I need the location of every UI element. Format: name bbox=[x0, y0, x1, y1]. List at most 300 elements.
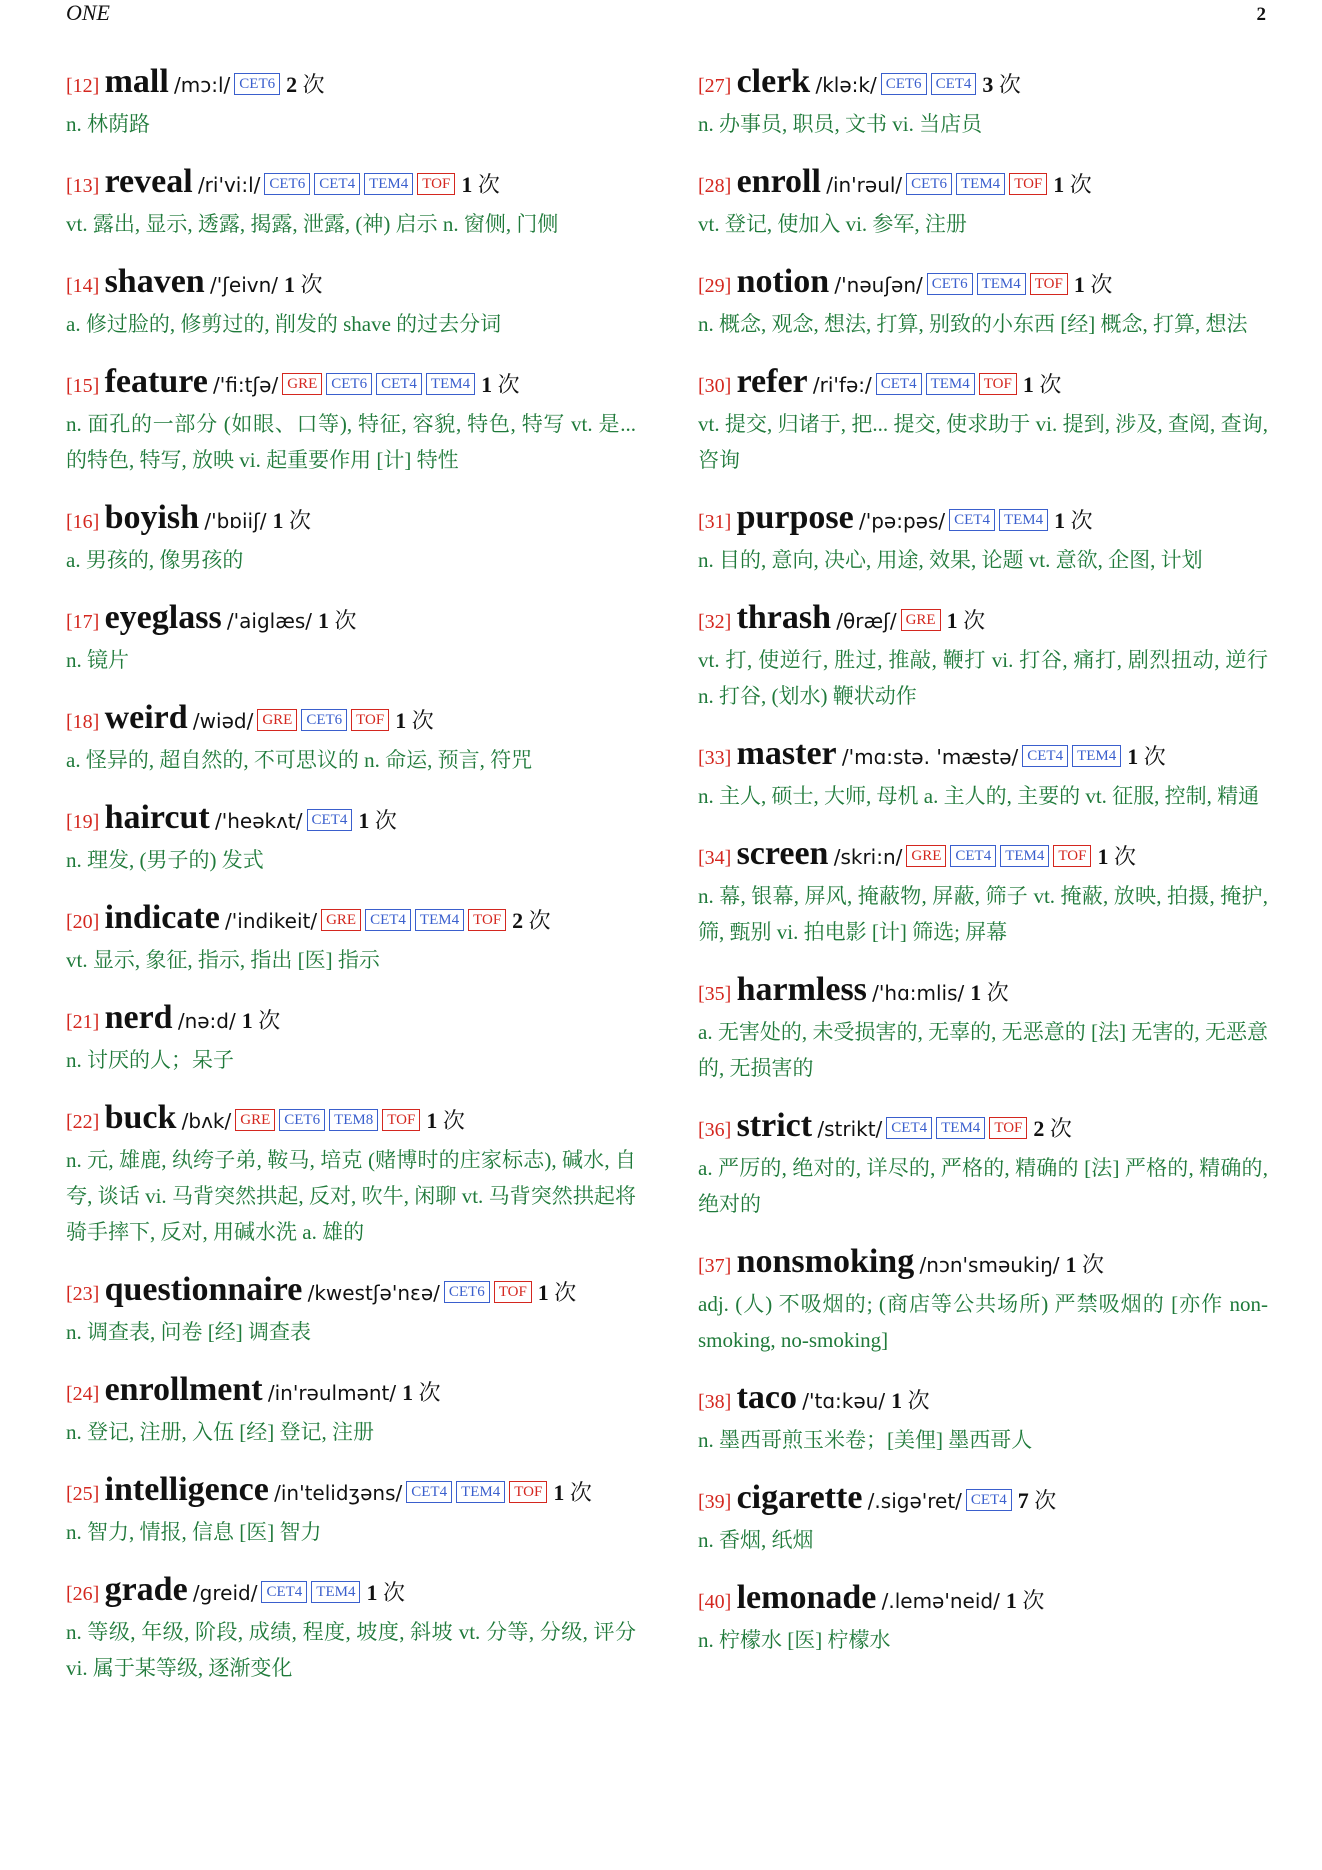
exam-tag: TOF bbox=[1053, 845, 1091, 867]
entry-definition: n. 智力, 情报, 信息 [医] 智力 bbox=[66, 1520, 322, 1544]
exam-tag: TOF bbox=[468, 909, 506, 931]
entry-number: [27] bbox=[698, 75, 732, 97]
entry-word: mall bbox=[104, 63, 169, 100]
entry-definition: a. 男孩的, 像男孩的 bbox=[66, 548, 244, 572]
entry-headline bbox=[698, 1578, 1268, 1622]
frequency-count bbox=[1018, 1488, 1057, 1513]
exam-tag: CET6 bbox=[444, 1281, 490, 1303]
count-suffix: 次 bbox=[1049, 1116, 1072, 1141]
entry-word: intelligence bbox=[104, 1471, 269, 1508]
entry-number: [16] bbox=[66, 511, 100, 533]
count-number: 1 bbox=[1073, 272, 1085, 297]
exam-tag: TEM4 bbox=[1072, 745, 1121, 767]
entry-number: [37] bbox=[698, 1255, 732, 1277]
entry-word: buck bbox=[104, 1099, 177, 1136]
entry-phonetic: /θræʃ/ bbox=[836, 609, 897, 633]
entry-phonetic: /'nəuʃən/ bbox=[834, 273, 923, 297]
count-number: 1 bbox=[1054, 508, 1066, 533]
entry-word: nerd bbox=[104, 999, 173, 1036]
entry-phonetic: /in'rəul/ bbox=[826, 173, 903, 197]
entry-number: [20] bbox=[66, 911, 100, 933]
entry-headline bbox=[66, 62, 636, 106]
count-suffix: 次 bbox=[300, 272, 323, 297]
entry-phonetic: /'pə:pəs/ bbox=[858, 509, 946, 533]
count-suffix: 次 bbox=[497, 372, 520, 397]
frequency-count bbox=[1127, 744, 1166, 769]
count-number: 1 bbox=[1022, 372, 1034, 397]
entry-headline bbox=[66, 1270, 636, 1314]
entry-number: [24] bbox=[66, 1383, 100, 1405]
exam-tag: TEM4 bbox=[456, 1481, 505, 1503]
entry-phonetic: /'bɒiiʃ/ bbox=[204, 509, 267, 533]
entry-headline bbox=[698, 1242, 1268, 1286]
exam-tag: CET4 bbox=[365, 909, 411, 931]
entry-phonetic: /in'telidʒəns/ bbox=[274, 1481, 403, 1505]
entry-headline bbox=[698, 598, 1268, 642]
vocab-entry bbox=[698, 362, 1268, 478]
count-suffix: 次 bbox=[1143, 744, 1166, 769]
count-number: 1 bbox=[1005, 1588, 1017, 1613]
exam-tag: TEM4 bbox=[926, 373, 975, 395]
count-suffix: 次 bbox=[258, 1008, 281, 1033]
entry-definition: n. 林荫路 bbox=[66, 112, 150, 136]
entry-headline bbox=[698, 834, 1268, 878]
exam-tag: TEM4 bbox=[415, 909, 464, 931]
entry-number: [35] bbox=[698, 983, 732, 1005]
entry-number: [18] bbox=[66, 711, 100, 733]
entry-number: [39] bbox=[698, 1491, 732, 1513]
left-column bbox=[66, 62, 636, 1706]
count-suffix: 次 bbox=[418, 1380, 441, 1405]
entry-headline bbox=[66, 1470, 636, 1514]
entry-phonetic: /skri:n/ bbox=[833, 845, 903, 869]
count-number: 1 bbox=[358, 808, 370, 833]
header-title: ONE bbox=[66, 0, 110, 25]
entry-number: [30] bbox=[698, 375, 732, 397]
exam-tag: TEM4 bbox=[364, 173, 413, 195]
entry-definition: n. 办事员, 职员, 文书 vi. 当店员 bbox=[698, 112, 983, 136]
entry-phonetic: /mɔ:l/ bbox=[174, 73, 231, 97]
entry-word: lemonade bbox=[736, 1579, 877, 1616]
entry-definition: n. 幕, 银幕, 屏风, 掩蔽物, 屏蔽, 筛子 vt. 掩蔽, 放映, 拍摄, 掩护, 筛, 甄别 vi. 拍电影 [计] 筛选; 屏幕 bbox=[698, 884, 1268, 944]
entry-headline bbox=[698, 362, 1268, 406]
frequency-count bbox=[273, 508, 312, 533]
entry-word: haircut bbox=[104, 799, 210, 836]
exam-tag: TOF bbox=[351, 709, 389, 731]
entry-headline bbox=[66, 262, 636, 306]
entry-number: [31] bbox=[698, 511, 732, 533]
count-number: 3 bbox=[982, 72, 994, 97]
entry-headline bbox=[698, 1378, 1268, 1422]
vocab-entry bbox=[698, 1106, 1268, 1222]
entry-headline bbox=[66, 798, 636, 842]
entry-headline bbox=[698, 262, 1268, 306]
entry-word: weird bbox=[104, 699, 188, 736]
entry-headline bbox=[66, 598, 636, 642]
vocab-entry bbox=[698, 734, 1268, 814]
frequency-count bbox=[366, 1580, 405, 1605]
exam-tag: GRE bbox=[282, 373, 322, 395]
entry-headline bbox=[698, 970, 1268, 1014]
count-suffix: 次 bbox=[1090, 272, 1113, 297]
frequency-count bbox=[402, 1380, 441, 1405]
entry-number: [32] bbox=[698, 611, 732, 633]
count-number: 1 bbox=[537, 1280, 549, 1305]
count-suffix: 次 bbox=[986, 980, 1009, 1005]
vocab-entry bbox=[698, 1242, 1268, 1358]
exam-tag: TEM4 bbox=[956, 173, 1005, 195]
count-suffix: 次 bbox=[528, 908, 551, 933]
entry-word: shaven bbox=[104, 263, 205, 300]
vocab-entry bbox=[66, 1570, 636, 1686]
entry-headline bbox=[66, 1370, 636, 1414]
vocab-entry bbox=[698, 970, 1268, 1086]
entry-phonetic: /in'rəulmənt/ bbox=[267, 1381, 397, 1405]
exam-tag: TOF bbox=[509, 1481, 547, 1503]
entry-definition: n. 镜片 bbox=[66, 648, 129, 672]
entry-definition: a. 怪异的, 超自然的, 不可思议的 n. 命运, 预言, 符咒 bbox=[66, 748, 533, 772]
vocab-entry bbox=[698, 1478, 1268, 1558]
exam-tag: CET4 bbox=[886, 1117, 932, 1139]
exam-tag: CET4 bbox=[406, 1481, 452, 1503]
entry-word: harmless bbox=[736, 971, 867, 1008]
count-number: 2 bbox=[1033, 1116, 1045, 1141]
count-number: 1 bbox=[461, 172, 473, 197]
entry-number: [13] bbox=[66, 175, 100, 197]
entry-definition: vt. 登记, 使加入 vi. 参军, 注册 bbox=[698, 212, 967, 236]
entry-word: eyeglass bbox=[104, 599, 222, 636]
entry-word: strict bbox=[736, 1107, 813, 1144]
vocab-entry bbox=[698, 834, 1268, 950]
count-suffix: 次 bbox=[442, 1108, 465, 1133]
entry-headline bbox=[698, 1478, 1268, 1522]
vocab-entry bbox=[698, 162, 1268, 242]
entry-number: [38] bbox=[698, 1391, 732, 1413]
entry-phonetic: /wiəd/ bbox=[192, 709, 254, 733]
vocab-entry bbox=[66, 262, 636, 342]
entry-definition: vt. 露出, 显示, 透露, 揭露, 泄露, (神) 启示 n. 窗侧, 门侧 bbox=[66, 212, 559, 236]
count-suffix: 次 bbox=[334, 608, 357, 633]
entry-definition: a. 修过脸的, 修剪过的, 削发的 shave 的过去分词 bbox=[66, 312, 502, 336]
entry-definition: n. 墨西哥煎玉米卷；[美俚] 墨西哥人 bbox=[698, 1428, 1033, 1452]
entry-phonetic: /'indikeit/ bbox=[225, 909, 318, 933]
entry-phonetic: /nə:d/ bbox=[177, 1009, 236, 1033]
entry-headline bbox=[66, 162, 636, 206]
frequency-count bbox=[1065, 1252, 1104, 1277]
entry-headline bbox=[66, 498, 636, 542]
entry-word: boyish bbox=[104, 499, 200, 536]
entry-definition: n. 登记, 注册, 入伍 [经] 登记, 注册 bbox=[66, 1420, 374, 1444]
vocab-entry bbox=[66, 62, 636, 142]
entry-phonetic: /ri'fə:/ bbox=[812, 373, 872, 397]
frequency-count bbox=[1074, 272, 1113, 297]
count-suffix: 次 bbox=[382, 1580, 405, 1605]
entry-definition: n. 主人, 硕士, 大师, 母机 a. 主人的, 主要的 vt. 征服, 控制, 精通 bbox=[698, 784, 1260, 808]
entry-number: [23] bbox=[66, 1283, 100, 1305]
frequency-count bbox=[1033, 1116, 1072, 1141]
entry-definition: a. 无害处的, 未受损害的, 无辜的, 无恶意的 [法] 无害的, 无恶意的, 无损害的 bbox=[698, 1020, 1268, 1080]
entry-phonetic: /klə:k/ bbox=[815, 73, 877, 97]
frequency-count bbox=[284, 272, 323, 297]
count-number: 1 bbox=[481, 372, 493, 397]
entry-phonetic: /greid/ bbox=[192, 1581, 258, 1605]
exam-tag: GRE bbox=[906, 845, 946, 867]
entry-headline bbox=[698, 498, 1268, 542]
entry-word: feature bbox=[104, 363, 208, 400]
exam-tag: TEM4 bbox=[977, 273, 1026, 295]
entry-definition: n. 香烟, 纸烟 bbox=[698, 1528, 814, 1552]
count-suffix: 次 bbox=[477, 172, 500, 197]
exam-tag: TEM4 bbox=[311, 1581, 360, 1603]
exam-tag: CET4 bbox=[931, 73, 977, 95]
count-suffix: 次 bbox=[1069, 172, 1092, 197]
count-number: 7 bbox=[1017, 1488, 1029, 1513]
count-number: 1 bbox=[366, 1580, 378, 1605]
vocab-entry bbox=[66, 698, 636, 778]
entry-definition: n. 调查表, 问卷 [经] 调查表 bbox=[66, 1320, 311, 1344]
entry-definition: n. 面孔的一部分 (如眼、口等), 特征, 容貌, 特色, 特写 vt. 是... 的特色, 特写, 放映 vi. 起重要作用 [计] 特性 bbox=[66, 412, 636, 472]
frequency-count bbox=[970, 980, 1009, 1005]
count-number: 1 bbox=[1097, 844, 1109, 869]
entry-word: cigarette bbox=[736, 1479, 863, 1516]
vocab-entry bbox=[66, 798, 636, 878]
entry-phonetic: /.lemə'neid/ bbox=[881, 1589, 1000, 1613]
exam-tag: TEM8 bbox=[329, 1109, 378, 1131]
entry-number: [34] bbox=[698, 847, 732, 869]
entry-phonetic: /'aiglæs/ bbox=[226, 609, 313, 633]
count-number: 1 bbox=[241, 1008, 253, 1033]
exam-tag: CET4 bbox=[376, 373, 422, 395]
entry-word: clerk bbox=[736, 63, 811, 100]
entry-definition: a. 严厉的, 绝对的, 详尽的, 严格的, 精确的 [法] 严格的, 精确的, 绝对的 bbox=[698, 1156, 1268, 1216]
vocab-entry bbox=[66, 498, 636, 578]
count-number: 1 bbox=[1053, 172, 1065, 197]
entry-word: questionnaire bbox=[104, 1271, 303, 1308]
count-number: 1 bbox=[1065, 1252, 1077, 1277]
entry-phonetic: /ri'vi:l/ bbox=[197, 173, 261, 197]
frequency-count bbox=[1006, 1588, 1045, 1613]
entry-word: reveal bbox=[104, 163, 193, 200]
entry-word: grade bbox=[104, 1571, 188, 1608]
entry-phonetic: /'ʃeivn/ bbox=[209, 273, 279, 297]
exam-tag: TOF bbox=[1009, 173, 1047, 195]
entry-phonetic: /bʌk/ bbox=[181, 1109, 232, 1133]
entry-headline bbox=[66, 998, 636, 1042]
vocab-entry bbox=[698, 1578, 1268, 1658]
entry-number: [28] bbox=[698, 175, 732, 197]
frequency-count bbox=[358, 808, 397, 833]
entry-word: thrash bbox=[736, 599, 832, 636]
vocab-entry bbox=[698, 262, 1268, 342]
vocab-entry bbox=[66, 362, 636, 478]
entry-headline bbox=[66, 698, 636, 742]
vocab-entry bbox=[66, 598, 636, 678]
entry-word: notion bbox=[736, 263, 830, 300]
entry-headline bbox=[698, 162, 1268, 206]
frequency-count bbox=[553, 1480, 592, 1505]
frequency-count bbox=[318, 608, 357, 633]
entry-phonetic: /strikt/ bbox=[817, 1117, 883, 1141]
frequency-count bbox=[538, 1280, 577, 1305]
count-suffix: 次 bbox=[569, 1480, 592, 1505]
entry-number: [26] bbox=[66, 1583, 100, 1605]
entry-word: enroll bbox=[736, 163, 821, 200]
exam-tag: TOF bbox=[979, 373, 1017, 395]
count-suffix: 次 bbox=[1034, 1488, 1057, 1513]
entry-number: [14] bbox=[66, 275, 100, 297]
count-number: 1 bbox=[891, 1388, 903, 1413]
count-suffix: 次 bbox=[1039, 372, 1062, 397]
exam-tag: TEM4 bbox=[426, 373, 475, 395]
count-suffix: 次 bbox=[302, 72, 325, 97]
entry-definition: vt. 提交, 归诸于, 把... 提交, 使求助于 vi. 提到, 涉及, 查阅, 查询, 咨询 bbox=[698, 412, 1268, 472]
frequency-count bbox=[512, 908, 551, 933]
entry-word: refer bbox=[736, 363, 808, 400]
entry-number: [29] bbox=[698, 275, 732, 297]
entry-number: [17] bbox=[66, 611, 100, 633]
entry-definition: n. 元, 雄鹿, 纨绔子弟, 鞍马, 培克 (赌博时的庄家标志), 碱水, 自夸, 谈话 vi. 马背突然拱起, 反对, 吹牛, 闲聊 vt. 马背突然拱起将骑手摔下, 反对, 用碱水洗 a. 雄的 bbox=[66, 1148, 636, 1244]
frequency-count bbox=[286, 72, 325, 97]
entry-phonetic: /'mɑ:stə. 'mæstə/ bbox=[841, 745, 1019, 769]
exam-tag: GRE bbox=[235, 1109, 275, 1131]
exam-tag: CET4 bbox=[949, 509, 995, 531]
entry-word: master bbox=[736, 735, 837, 772]
entry-number: [25] bbox=[66, 1483, 100, 1505]
frequency-count bbox=[947, 608, 986, 633]
entry-number: [40] bbox=[698, 1591, 732, 1613]
entry-word: indicate bbox=[104, 899, 220, 936]
exam-tag: TOF bbox=[494, 1281, 532, 1303]
count-number: 1 bbox=[970, 980, 982, 1005]
count-suffix: 次 bbox=[554, 1280, 577, 1305]
exam-tag: CET4 bbox=[307, 809, 353, 831]
count-suffix: 次 bbox=[907, 1388, 930, 1413]
vocab-entry bbox=[698, 62, 1268, 142]
entry-number: [12] bbox=[66, 75, 100, 97]
entry-headline bbox=[66, 1098, 636, 1142]
exam-tag: TOF bbox=[989, 1117, 1027, 1139]
count-number: 1 bbox=[946, 608, 958, 633]
exam-tag: CET4 bbox=[261, 1581, 307, 1603]
entry-definition: n. 目的, 意向, 决心, 用途, 效果, 论题 vt. 意欲, 企图, 计划 bbox=[698, 548, 1203, 572]
vocab-entry bbox=[698, 1378, 1268, 1458]
entry-phonetic: /'hɑ:mlis/ bbox=[872, 981, 965, 1005]
entry-headline bbox=[698, 62, 1268, 106]
entry-definition: adj. (人) 不吸烟的; (商店等公共场所) 严禁吸烟的 [亦作 non-smoking, no-smoking] bbox=[698, 1292, 1268, 1352]
entry-headline bbox=[66, 362, 636, 406]
frequency-count bbox=[982, 72, 1021, 97]
entry-definition: n. 柠檬水 [医] 柠檬水 bbox=[698, 1628, 891, 1652]
count-suffix: 次 bbox=[1113, 844, 1136, 869]
entry-phonetic: /'tɑ:kəu/ bbox=[802, 1389, 886, 1413]
frequency-count bbox=[1054, 508, 1093, 533]
exam-tag: TEM4 bbox=[1000, 845, 1049, 867]
entry-headline bbox=[66, 1570, 636, 1614]
frequency-count bbox=[1097, 844, 1136, 869]
exam-tag: CET6 bbox=[264, 173, 310, 195]
vocab-entry bbox=[66, 1470, 636, 1550]
exam-tag: CET4 bbox=[314, 173, 360, 195]
count-number: 1 bbox=[426, 1108, 438, 1133]
count-number: 1 bbox=[284, 272, 296, 297]
count-number: 1 bbox=[1127, 744, 1139, 769]
exam-tag: TEM4 bbox=[936, 1117, 985, 1139]
vocab-entry bbox=[66, 1370, 636, 1450]
exam-tag: CET6 bbox=[234, 73, 280, 95]
count-number: 1 bbox=[318, 608, 330, 633]
entry-headline bbox=[698, 1106, 1268, 1150]
count-suffix: 次 bbox=[1081, 1252, 1104, 1277]
entry-word: taco bbox=[736, 1379, 797, 1416]
vocab-entry bbox=[698, 498, 1268, 578]
vocab-entry bbox=[66, 162, 636, 242]
exam-tag: GRE bbox=[257, 709, 297, 731]
exam-tag: CET4 bbox=[950, 845, 996, 867]
exam-tag: TOF bbox=[1030, 273, 1068, 295]
entry-number: [33] bbox=[698, 747, 732, 769]
frequency-count bbox=[481, 372, 520, 397]
exam-tag: CET6 bbox=[906, 173, 952, 195]
exam-tag: CET6 bbox=[326, 373, 372, 395]
count-number: 2 bbox=[512, 908, 524, 933]
entry-definition: n. 等级, 年级, 阶段, 成绩, 程度, 坡度, 斜坡 vt. 分等, 分级, 评分 vi. 属于某等级, 逐渐变化 bbox=[66, 1620, 636, 1680]
exam-tag: GRE bbox=[901, 609, 941, 631]
entry-phonetic: /'heəkʌt/ bbox=[214, 809, 303, 833]
exam-tag: CET6 bbox=[927, 273, 973, 295]
frequency-count bbox=[426, 1108, 465, 1133]
count-number: 1 bbox=[553, 1480, 565, 1505]
entry-number: [22] bbox=[66, 1111, 100, 1133]
vocab-entry bbox=[66, 898, 636, 978]
entry-word: enrollment bbox=[104, 1371, 263, 1408]
exam-tag: CET4 bbox=[876, 373, 922, 395]
count-number: 1 bbox=[272, 508, 284, 533]
entry-definition: n. 讨厌的人；呆子 bbox=[66, 1048, 234, 1072]
exam-tag: TOF bbox=[417, 173, 455, 195]
count-number: 1 bbox=[395, 708, 407, 733]
entry-phonetic: /nɔn'sməukiŋ/ bbox=[919, 1253, 1060, 1277]
frequency-count bbox=[1053, 172, 1092, 197]
entry-number: [15] bbox=[66, 375, 100, 397]
exam-tag: CET4 bbox=[966, 1489, 1012, 1511]
count-suffix: 次 bbox=[998, 72, 1021, 97]
vocab-entry bbox=[66, 1270, 636, 1350]
entry-phonetic: /.sigə'ret/ bbox=[867, 1489, 962, 1513]
entry-definition: n. 理发, (男子的) 发式 bbox=[66, 848, 264, 872]
page-number: 2 bbox=[1256, 4, 1266, 25]
page-header bbox=[66, 0, 1266, 30]
entry-word: purpose bbox=[736, 499, 854, 536]
count-suffix: 次 bbox=[1070, 508, 1093, 533]
count-suffix: 次 bbox=[411, 708, 434, 733]
frequency-count bbox=[395, 708, 434, 733]
count-number: 1 bbox=[402, 1380, 414, 1405]
exam-tag: TOF bbox=[382, 1109, 420, 1131]
exam-tag: CET6 bbox=[301, 709, 347, 731]
entry-number: [36] bbox=[698, 1119, 732, 1141]
vocab-entry bbox=[698, 598, 1268, 714]
exam-tag: GRE bbox=[321, 909, 361, 931]
entry-number: [21] bbox=[66, 1011, 100, 1033]
entry-phonetic: /kwestʃə'nɛə/ bbox=[307, 1281, 440, 1305]
entry-word: screen bbox=[736, 835, 829, 872]
exam-tag: CET6 bbox=[279, 1109, 325, 1131]
exam-tag: TEM4 bbox=[999, 509, 1048, 531]
entry-word: nonsmoking bbox=[736, 1243, 915, 1280]
entry-headline bbox=[698, 734, 1268, 778]
frequency-count bbox=[891, 1388, 930, 1413]
count-number: 2 bbox=[286, 72, 298, 97]
